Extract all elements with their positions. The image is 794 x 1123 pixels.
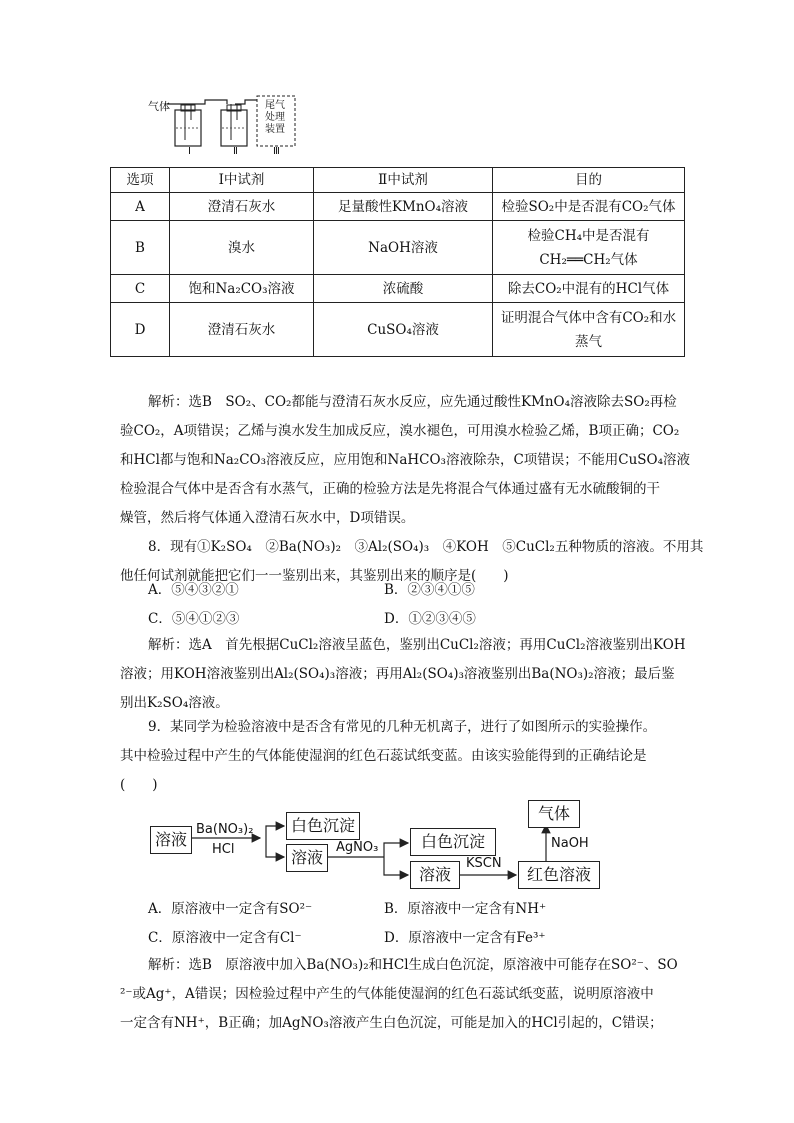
analysis-8-line: 溶液；用KOH溶液鉴别出Al₂(SO₄)₃溶液；再用Al₂(SO₄)₃溶液鉴别出Ba(NO₃)₂溶液；最后鉴 <box>120 666 675 682</box>
options-table <box>110 167 685 357</box>
arrow-ppt2 <box>384 843 408 857</box>
arrow-sol1 <box>266 838 284 857</box>
row-reagent-1: 饱和Na₂CO₃溶液 <box>170 275 314 303</box>
row-reagent-1: 溴水 <box>170 221 314 275</box>
question-8-line: 他任何试剂就能把它们一一鉴别出来，其鉴别出来的顺序是( ) <box>120 568 509 584</box>
q9-choice-d: D．原溶液中一定含有Fe³⁺ <box>384 930 546 946</box>
row-option: D <box>111 303 170 357</box>
question-9-line: 其中检验过程中产生的气体能使湿润的红色石蕊试纸变蓝。由该实验能得到的正确结论是 <box>120 748 647 764</box>
row-reagent-2: 足量酸性KMnO₄溶液 <box>314 193 493 221</box>
flow-white-ppt-1: 白色沉淀 <box>286 812 360 840</box>
header-reagent-1: Ⅰ中试剂 <box>170 168 314 193</box>
row-reagent-2: 浓硫酸 <box>314 275 493 303</box>
reagent-hcl: HCl <box>212 842 235 857</box>
flow-red-solution: 红色溶液 <box>518 861 600 889</box>
table-row <box>111 275 685 303</box>
apparatus-gas-label: 气体 <box>148 100 170 113</box>
row-option: A <box>111 193 170 221</box>
question-8-line: 8．现有①K₂SO₄ ②Ba(NO₃)₂ ③Al₂(SO₄)₃ ④KOH ⑤CuCl₂五种物质的溶液。不用其 <box>148 539 704 555</box>
row-reagent-1: 澄清石灰水 <box>170 193 314 221</box>
flow-solution-2: 溶液 <box>410 861 460 889</box>
reagent-kscn: KSCN <box>466 856 502 871</box>
analysis-7-line: 验CO₂，A项错误；乙烯与溴水发生加成反应，溴水褪色，可用溴水检验乙烯，B项正确；CO₂ <box>120 423 680 439</box>
connector-tube-1 <box>185 100 227 104</box>
analysis-9 <box>120 951 678 1038</box>
table-row <box>111 303 685 357</box>
analysis-8-line: 解析：选A 首先根据CuCl₂溶液呈蓝色，鉴别出CuCl₂溶液；再用CuCl₂溶液鉴别出KOH <box>148 637 686 653</box>
box-line-1: 尾气 <box>265 100 285 111</box>
flow-white-ppt-2: 白色沉淀 <box>410 828 496 856</box>
header-goal: 目的 <box>493 168 685 193</box>
flow-gas: 气体 <box>528 800 580 828</box>
q9-choice-c: C．原溶液中一定含有Cl⁻ <box>148 930 302 946</box>
table-header-row <box>111 168 685 193</box>
q9-choice-a: A．原溶液中一定含有SO²⁻ <box>148 901 313 917</box>
bottle-1-label: Ⅰ <box>188 146 191 157</box>
analysis-8 <box>120 631 686 718</box>
analysis-8-line: 别出K₂SO₄溶液。 <box>120 695 229 711</box>
connector-tube-2 <box>235 100 257 104</box>
analysis-7 <box>120 388 691 533</box>
reagent-naoh: NaOH <box>551 836 589 851</box>
question-9-line: 9．某同学为检验溶液中是否含有常见的几种无机离子，进行了如图所示的实验操作。 <box>148 719 657 735</box>
row-reagent-2: NaOH溶液 <box>314 221 493 275</box>
row-goal: 除去CO₂中混有的HCl气体 <box>493 275 685 303</box>
tail-gas-box-text <box>265 100 285 136</box>
row-goal: 证明混合气体中含有CO₂和水蒸气 <box>493 303 685 357</box>
row-reagent-1: 澄清石灰水 <box>170 303 314 357</box>
arrow-sol2 <box>384 857 408 875</box>
analysis-7-line: 解析：选B SO₂、CO₂都能与澄清石灰水反应，应先通过酸性KMnO₄溶液除去SO₂再检 <box>148 394 677 410</box>
bottle-2-label: Ⅱ <box>233 146 238 157</box>
flow-start-solution: 溶液 <box>150 826 192 854</box>
analysis-7-line: 燥管，然后将气体通入澄清石灰水中，D项错误。 <box>120 510 415 526</box>
row-goal: 检验CH₄中是否混有CH₂══CH₂气体 <box>493 221 685 275</box>
q8-choice-c: C．⑤④①②③ <box>148 611 240 627</box>
header-option: 选项 <box>111 168 170 193</box>
q9-choice-b: B．原溶液中一定含有NH⁺ <box>384 901 547 917</box>
analysis-7-line: 检验混合气体中是否含有水蒸气，正确的检验方法是先将混合气体通过盛有无水硫酸铜的干 <box>120 481 660 497</box>
analysis-9-line: 解析：选B 原溶液中加入Ba(NO₃)₂和HCl生成白色沉淀，原溶液中可能存在SO²⁻、SO <box>148 957 678 973</box>
box-line-3: 装置 <box>265 124 285 135</box>
row-goal: 检验SO₂中是否混有CO₂气体 <box>493 193 685 221</box>
analysis-9-line: ²⁻或Ag⁺，A错误；因检验过程中产生的气体能使湿润的红色石蕊试纸变蓝，说明原溶液中 <box>120 986 654 1002</box>
table-row <box>111 221 685 275</box>
table-row <box>111 193 685 221</box>
q8-choice-a: A．⑤④③②① <box>148 582 239 598</box>
analysis-9-line: 一定含有NH⁺，B正确；加AgNO₃溶液产生白色沉淀，可能是加入的HCl引起的，C错误； <box>120 1015 663 1031</box>
question-9-line: ( ) <box>120 777 158 793</box>
row-reagent-2: CuSO₄溶液 <box>314 303 493 357</box>
box-label: Ⅲ <box>273 146 280 157</box>
header-reagent-2: Ⅱ中试剂 <box>314 168 493 193</box>
reagent-ba-no3: Ba(NO₃)₂ <box>196 822 254 837</box>
row-option: B <box>111 221 170 275</box>
analysis-7-line: 和HCl都与饱和Na₂CO₃溶液反应，应用饱和NaHCO₃溶液除杂，C项错误；不能用CuSO₄溶液 <box>120 452 691 468</box>
q8-choice-d: D．①②③④⑤ <box>384 611 476 627</box>
row-option: C <box>111 275 170 303</box>
reagent-agno3: AgNO₃ <box>336 840 379 855</box>
arrow-ppt1 <box>266 826 284 838</box>
flow-solution-1: 溶液 <box>286 844 328 872</box>
question-9 <box>120 713 675 800</box>
q8-choice-b: B．②③④①⑤ <box>384 582 475 598</box>
box-line-2: 处理 <box>265 112 285 123</box>
